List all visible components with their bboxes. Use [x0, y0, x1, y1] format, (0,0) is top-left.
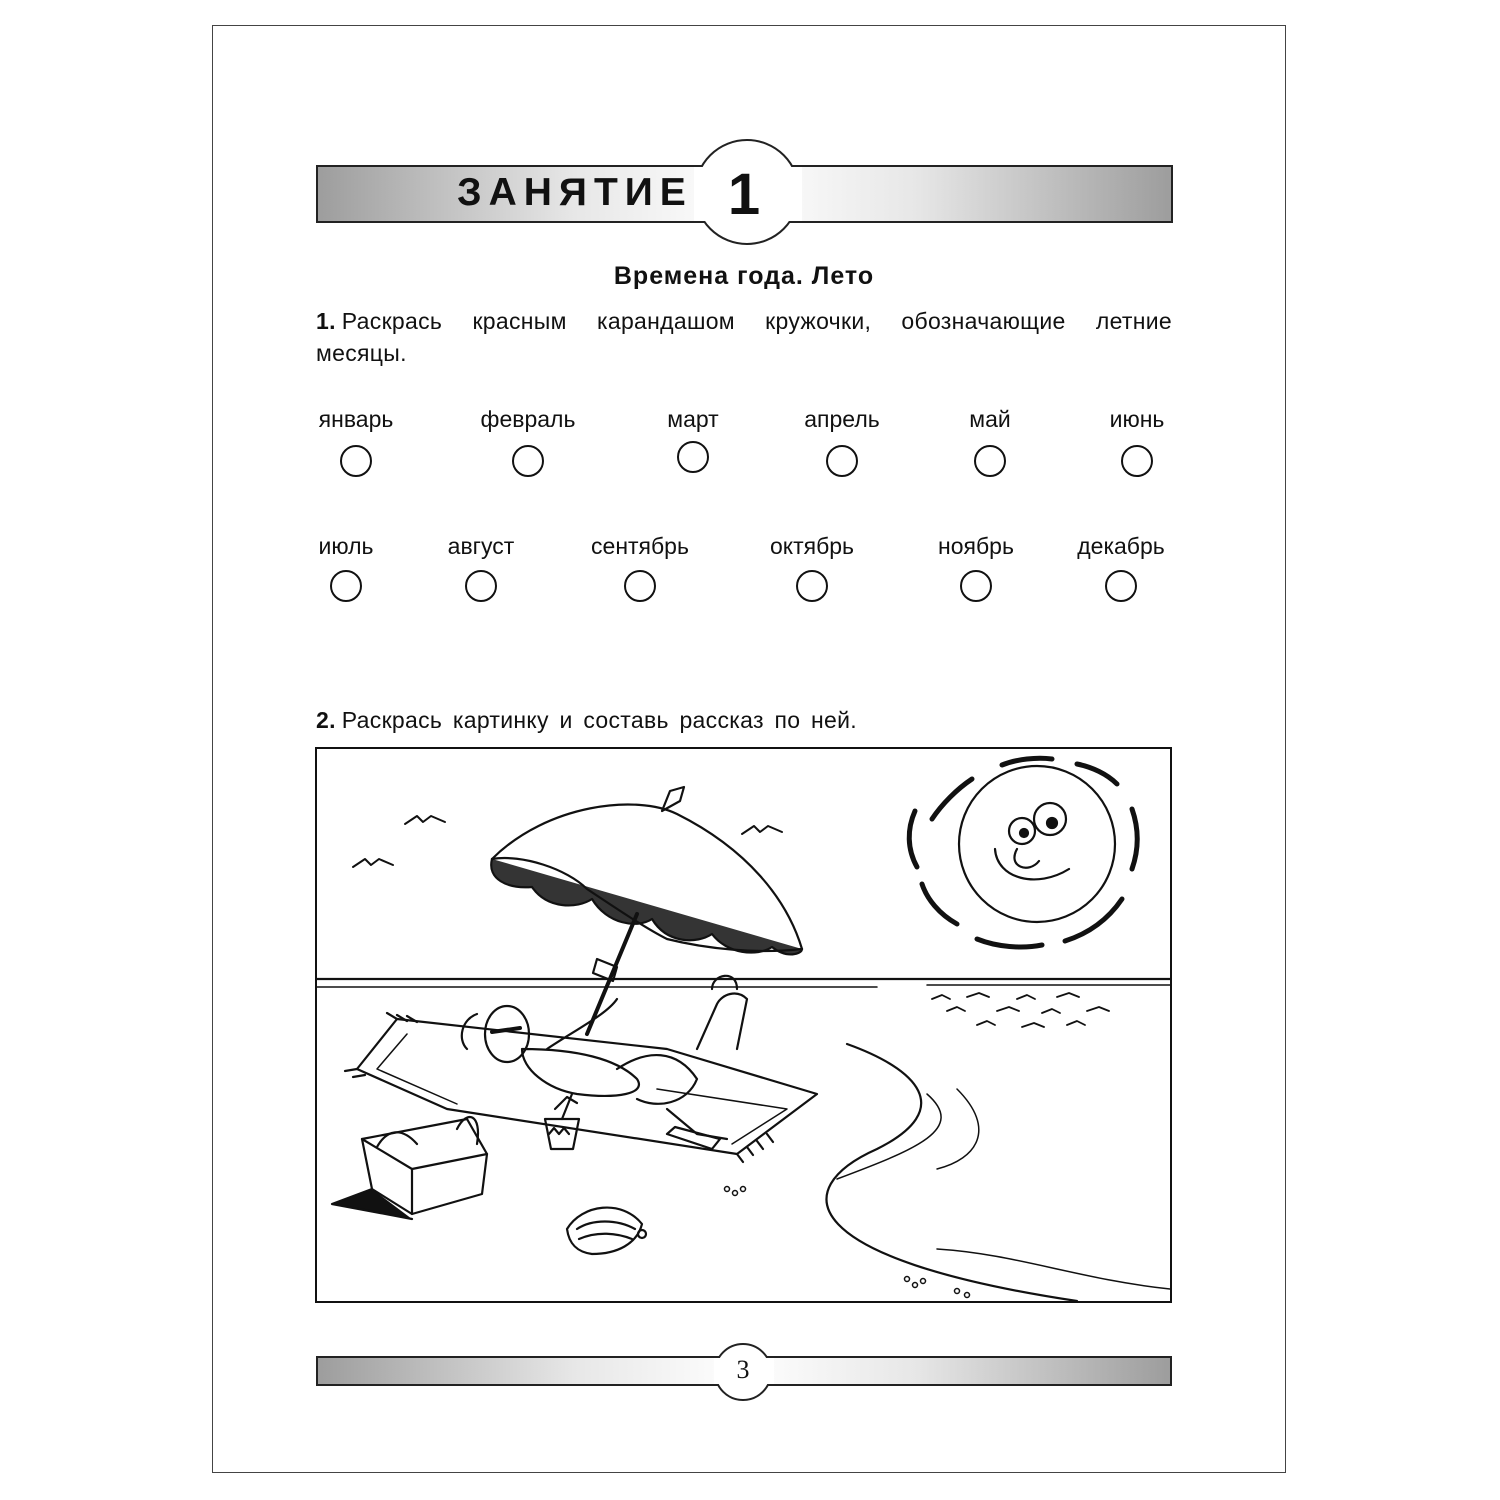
month-circle[interactable]: [624, 570, 656, 602]
month-option[interactable]: [732, 532, 892, 602]
month-circle[interactable]: [330, 570, 362, 602]
month-option[interactable]: [1041, 532, 1201, 602]
month-circle[interactable]: [796, 570, 828, 602]
page-number: 3: [736, 1355, 750, 1384]
month-circle[interactable]: [960, 570, 992, 602]
month-label: октябрь: [769, 533, 855, 559]
task-1-text: Раскрась красным карандашом кружочки, обозначающие летние месяцы.: [316, 308, 1172, 366]
month-option[interactable]: [896, 532, 1056, 602]
month-label: июль: [318, 533, 374, 559]
month-option[interactable]: [1057, 405, 1217, 477]
month-circle[interactable]: [340, 445, 372, 477]
month-label: ноябрь: [938, 533, 1014, 559]
seashell: [567, 1208, 646, 1254]
month-circle[interactable]: [512, 445, 544, 477]
month-label: февраль: [480, 406, 576, 432]
month-circle[interactable]: [677, 441, 709, 473]
task-1-instruction: [316, 305, 1172, 369]
month-option[interactable]: [910, 405, 1070, 477]
month-option[interactable]: [762, 405, 922, 477]
month-label: март: [667, 406, 719, 432]
beach-towel: [345, 1013, 817, 1162]
sunbathing-man: [462, 976, 747, 1149]
task-2-text: Раскрась картинку и составь рассказ по ней.: [341, 707, 857, 733]
month-option[interactable]: [560, 532, 720, 602]
task-1-number: 1.: [316, 308, 336, 334]
picnic-basket: [332, 1117, 487, 1219]
month-label: январь: [318, 406, 394, 432]
sun-drawing: [909, 758, 1137, 947]
month-circle[interactable]: [826, 445, 858, 477]
month-option[interactable]: [401, 532, 561, 602]
month-circle[interactable]: [1121, 445, 1153, 477]
month-option[interactable]: [613, 405, 773, 473]
month-circle[interactable]: [974, 445, 1006, 477]
shoreline: [827, 1044, 1077, 1301]
task-2-number: 2.: [316, 707, 336, 733]
month-label: апрель: [804, 406, 880, 432]
beach-coloring-picture[interactable]: [315, 747, 1172, 1303]
month-option[interactable]: [448, 405, 608, 477]
month-circle[interactable]: [465, 570, 497, 602]
month-label: сентябрь: [591, 533, 689, 559]
beach-umbrella: [491, 787, 802, 1034]
month-label: декабрь: [1077, 533, 1165, 559]
month-label: август: [447, 533, 515, 559]
month-label: май: [969, 406, 1011, 432]
lesson-number: 1: [727, 162, 761, 227]
topic-title: Времена года. Лето: [613, 262, 875, 290]
month-option[interactable]: [276, 405, 436, 477]
task-2-instruction: [316, 704, 1172, 736]
seagulls: [353, 816, 782, 867]
drink-cup: [545, 1094, 579, 1149]
sea-waves: [932, 993, 1109, 1027]
month-circle[interactable]: [1105, 570, 1137, 602]
lesson-heading: ЗАНЯТИЕ: [457, 171, 693, 214]
month-label: июнь: [1109, 406, 1165, 432]
